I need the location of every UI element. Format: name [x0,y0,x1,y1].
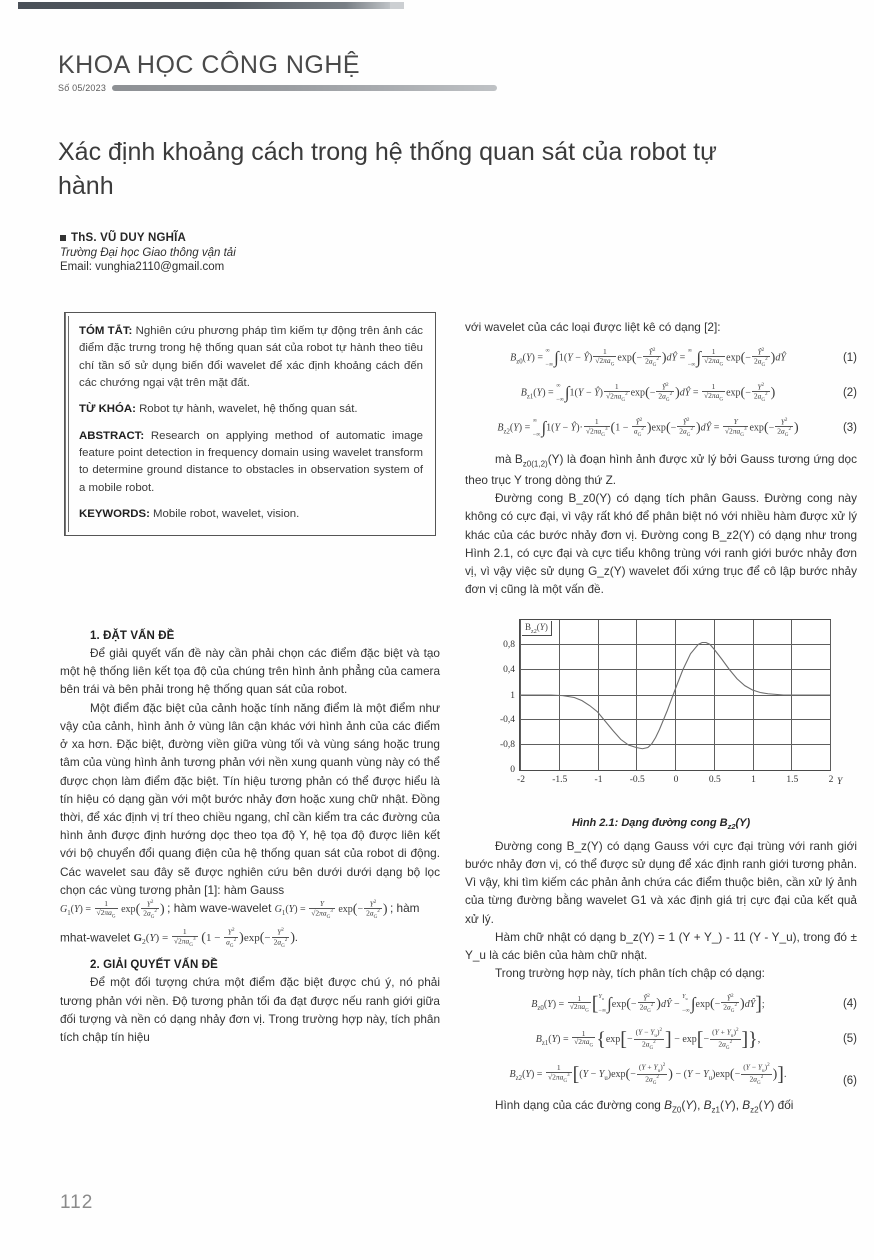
page-number: 112 [60,1192,94,1213]
figure-caption-end: (Y) [735,816,751,829]
right-paragraph-2 [465,450,857,489]
left-paragraph-1: Để giải quyết vấn đề này cần phải chọn các điểm đặc biệt và tạo một hệ thống liên kết tọa độ của chúng trên hình ảnh phẳng của camera bên trái và bên phải trong hệ thống quan sát của robot. [60,646,440,697]
chart-xtick-0: -2 [517,774,525,785]
equation-4-row [465,991,857,1017]
chart-xtick-3: -0.5 [629,774,645,785]
equation-3-number: (3) [842,422,857,435]
right-paragraph-3: Đường cong B_z0(Y) có dạng tích phân Gauss. Đường cong này không có cực đại, vì vậy rất khó để phân biệt nó với nhiều hàm được xử lý khác của các bước nhảy đơn vị. Đường cong B_z2(Y) có dạng như trong Hình 2.1, có cực đại và cực tiểu không trùng với ranh giới bước nhảy đơn vị, vì vậy việc sử dụng G_z(Y) wavelet đối xứng trục để cô lập bước nhảy đơn vị cũng là một vấn đề. [465,491,857,597]
chart-plot-area [499,619,834,785]
equation-5-row [465,1026,857,1052]
equation-5-number: (5) [842,1033,857,1046]
abstract-text: Research on applying method of automatic image feature point detection in frequency domain using wavelet transform to determine ground distance to obstacles in observation system of a mobile robot. [79,429,423,494]
chart-xtick-2: -1 [594,774,603,785]
left-column [60,630,440,1046]
chart-xtick-4: 0 [673,774,679,785]
keywords-paragraph [79,506,423,523]
equation-2-row [465,380,857,406]
equation-1-body: $B_{z0}(Y)$ = ∞ −∞∫1(Y − Ŷ) $\frac{1}{√2\pi a_G}$ exp(− $\frac{Ŷ^2}{2a_G^2}$ )dŶ = ∞ −∞∫ $\frac{1}{√2\pi a_G}$ exp(− $\frac{Ŷ^2}{2a_G^2}$ )dŶ [510,346,786,369]
figure-caption-main: Hình 2.1: Dạng đường cong B [571,816,728,829]
equation-1-number: (1) [842,352,857,365]
square-bullet-icon [60,235,66,241]
tomtat-paragraph [79,323,423,392]
tukhoa-text: Robot tự hành, wavelet, hệ thống quan sát. [135,403,358,416]
tukhoa-paragraph [79,401,423,418]
right-paragraph-7 [465,1096,857,1117]
chart-xtick-8: 2 [828,774,834,785]
scan-artifact-bar [18,2,390,9]
chart-bz2 [481,611,847,797]
article-title: Xác định khoảng cách trong hệ thống quan sát của robot tự hành [58,137,717,201]
equation-3-body: $B_{z2}(Y)$ = ∞ −∞∫1(Y − Ŷ)· $\frac{1}{√2\pi a_G^3}$ (1 − $\frac{Ŷ^2}{a_G^2}$ )exp(− $\frac{Ŷ^2}{2a_G^2}$ )dŶ = $\frac{Y}{√2\pi a_G^3}$ exp(− $\frac{Y^2}{2a_G^2}$ ) [497,416,799,439]
author-name: ThS. VŨ DUY NGHĨA [71,232,187,244]
chart-ytick-4: -0,8 [499,740,515,751]
right-paragraph-2-body: (Y) là đoạn hình ảnh được xử lý bởi Gauss tương ứng dọc theo trục Y trong dòng thứ Z. [465,452,857,487]
equation-3-row [465,415,857,441]
inline-math-text-3: mhat-wavelet [60,930,131,945]
left-inline-math-row-1 [60,899,440,921]
wave-wavelet-formula: $G_1(Y)$ = $\frac{Y}{√2\pi a_G^3}$ exp(− $\frac{Y^2}{2a_G^2}$ ) [274,898,388,920]
equation-5-body: $B_{z1}(Y)$ = $\frac{1}{√2\pi a_G}$ {exp[− $\frac{(Y - Y_u)^2}{2a_G^2}$ ] − exp[− $\frac{(Y + Y_u)^2}{2a_G^2}$ ]}, [535,1026,761,1051]
issue-label: Số 05/2023 [58,82,107,93]
inline-math-text-1: ; hàm wave-wavelet [167,901,272,916]
abstract-paragraph [79,428,423,497]
right-paragraph-6: Trong trường hợp này, tích phân tích chập có dạng: [495,966,765,981]
header-rule [112,85,497,91]
tomtat-text: Nghiên cứu phương pháp tìm kiếm tự động trên ảnh các điểm đặc trưng trong hệ thống quan sát của robot tự hành theo tiêu chí tần số sử dụng biến đổi wavelet để xác định khoảng cách đến các chướng ngại vật trên mặt đất. [79,325,423,389]
figure-2-1 [465,611,857,831]
right-paragraph-2-subscript: z0(1,2) [522,459,548,469]
left-inline-math-row-2 [60,928,440,950]
journal-header [58,52,818,93]
chart-xtick-1: -1.5 [552,774,568,785]
keywords-label: KEYWORDS: [79,507,150,520]
chart-ytick-2: 1 [510,690,515,701]
figure-caption [465,817,857,831]
right-paragraph-2-head: mà B [495,452,523,467]
chart-ytick-3: -0,4 [499,715,515,726]
author-email: Email: vunghia2110@gmail.com [60,261,225,273]
right-paragraph-4: Đường cong B_z(Y) có dạng Gauss với cực đại trùng với ranh giới bước nhảy đơn vị, có thể được sử dụng để xác định ranh giới tương phản. Vì vậy, khi tìm kiếm các phản ảnh chứa các điểm thuộc biên, cần xử lý ảnh của từng đường bằng wavelet G1 và xác định giá trị cực đại của kết quả xử lý. [465,838,857,926]
scan-artifact-bar-secondary [390,2,404,9]
chart-ytick-1: 0,4 [503,665,515,676]
chart-xtick-5: 0.5 [708,774,721,785]
equation-1-row [465,345,857,371]
abstract-label: ABSTRACT: [79,429,145,442]
section-heading-1: 1. ĐẶT VẤN ĐỀ [90,630,175,642]
equation-6-number: (6) [842,1075,857,1088]
chart-x-axis-name: Y [837,776,843,787]
author-name-row [60,232,450,244]
equation-6-row [465,1061,857,1087]
left-paragraph-2: Một điểm đặc biệt của cảnh hoặc tính năng điểm là một điểm như vậy của cảnh, hình ảnh ở vùng lân cận khác với hình ảnh của các điểm ở xa hơn. Đặc biệt, đường viền giữa vùng tối và vùng sáng hoặc trung tâm của vùng hình ảnh tương phản với nền xung quanh vùng này có thể được chọn làm điểm đặc biệt. Tín hiệu tương phản có thể được hiểu là tín hiệu có dạng gần với một bước nhảy đơn hoặc xung chữ nhật. Đồng thời, để xác định vị trí theo chiều ngang, chỉ cần kiểm tra các đường của hình ảnh được định hướng dọc theo tọa độ Y, hệ tọa độ được liên kết với bộ chuyển đổi quang điện của hệ thống quan sát của robot di động. Các wavelet sau đây sẽ được nghiên cứu bên dưới dưới dạng bộ lọc chọn các vùng tương phản [1]: hàm Gauss [60,700,440,897]
chart-ytick-0: 0,8 [503,640,515,651]
issue-row [58,83,818,93]
author-affiliation: Trường Đại học Giao thông vận tải [60,247,236,259]
chart-curve [520,620,830,770]
left-paragraph-3: Để một đối tượng chứa một điểm đặc biệt được chú ý, nó phải tương phản với nền. Độ tương phản tối đa đạt được nếu ranh giới giữa đối tượng và nền có dạng nhảy đơn vị. Trong trường hợp này, tích phân tích chập tín hiệu [60,975,440,1044]
abstract-box [64,312,436,536]
inline-math-text-2: ; hàm [390,901,420,916]
equation-4-body: $B_{z0}(Y)$ = $\frac{1}{√2\pi a_G}$ [$Y_u$ −∞∫exp(− $\frac{Ŷ^2}{2a_G^2}$ )dŶ − $Y_u$ −∞∫exp(− $\frac{Ŷ^2}{2a_G^2}$ )dŶ]; [531,992,765,1015]
chart-ytick-5: 0 [510,764,515,775]
journal-title: KHOA HỌC CÔNG NGHỆ [58,51,361,79]
right-paragraph-1: với wavelet của các loại được liệt kê có dạng [2]: [465,320,721,334]
equation-2-body: $B_{z1}(Y)$ = ∞ −∞∫1(Y − Ŷ) $\frac{1}{√2\pi a_G^2}$ exp(− $\frac{Ŷ^2}{2a_G^2}$ )dŶ = $\frac{1}{√2\pi a_G}$ exp(− $\frac{Y^2}{2a_G^2}$ ) [520,381,776,404]
tukhoa-label: TỪ KHÓA: [79,403,136,416]
equation-2-number: (2) [842,387,857,400]
chart-gridline-v [828,620,834,785]
chart-xtick-7: 1.5 [786,774,799,785]
right-paragraph-5: Hàm chữ nhật có dạng b_z(Y) = 1 (Y + Y_) - 11 (Y - Y_u), trong đó ± Y_u là các biên của hàm chữ nhật. [465,929,857,963]
section-heading-2: 2. GIẢI QUYẾT VẤN ĐỀ [90,959,218,972]
right-column [465,318,857,1117]
mhat-wavelet-formula: $G_2(Y)$ = $\frac{1}{√2\pi a_G^3}$ (1 − $\frac{Y^2}{a_G^2}$ )exp(− $\frac{Y^2}{2a_G^2}$ ). [133,927,298,949]
tomtat-label: TÓM TẮT: [79,325,133,337]
chart-y-axis-label: $B_{z2}(Y)$ [522,621,552,637]
keywords-text: Mobile robot, wavelet, vision. [149,507,300,520]
equation-6-body: $B_{z2}(Y)$ = $\frac{1}{√2\pi a_G^3}$ [$(Y - Y_u)\exp(-$ $\frac{(Y + Y_u)^2}{2a_G^2}$ ) − $(Y - Y_u)\exp(-$ $\frac{(Y - Y_u)^2}{2a_G^2}$ )]. [509,1061,787,1086]
right-paragraph-7-text: Hình dạng của các đường cong $B_{Z0}(Y)$, $B_{z1}(Y)$, $B_{z2}(Y)$ đối [495,1098,794,1115]
figure-caption-sub: z2 [727,821,736,831]
gauss-function-formula: $G_1(Y)$ = $\frac{1}{√2\pi a_G}$ exp( $\frac{Y^2}{2a_G^2}$ ) [60,898,165,920]
author-block [60,232,450,273]
chart-xtick-6: 1 [751,774,756,785]
equation-4-number: (4) [842,998,857,1011]
